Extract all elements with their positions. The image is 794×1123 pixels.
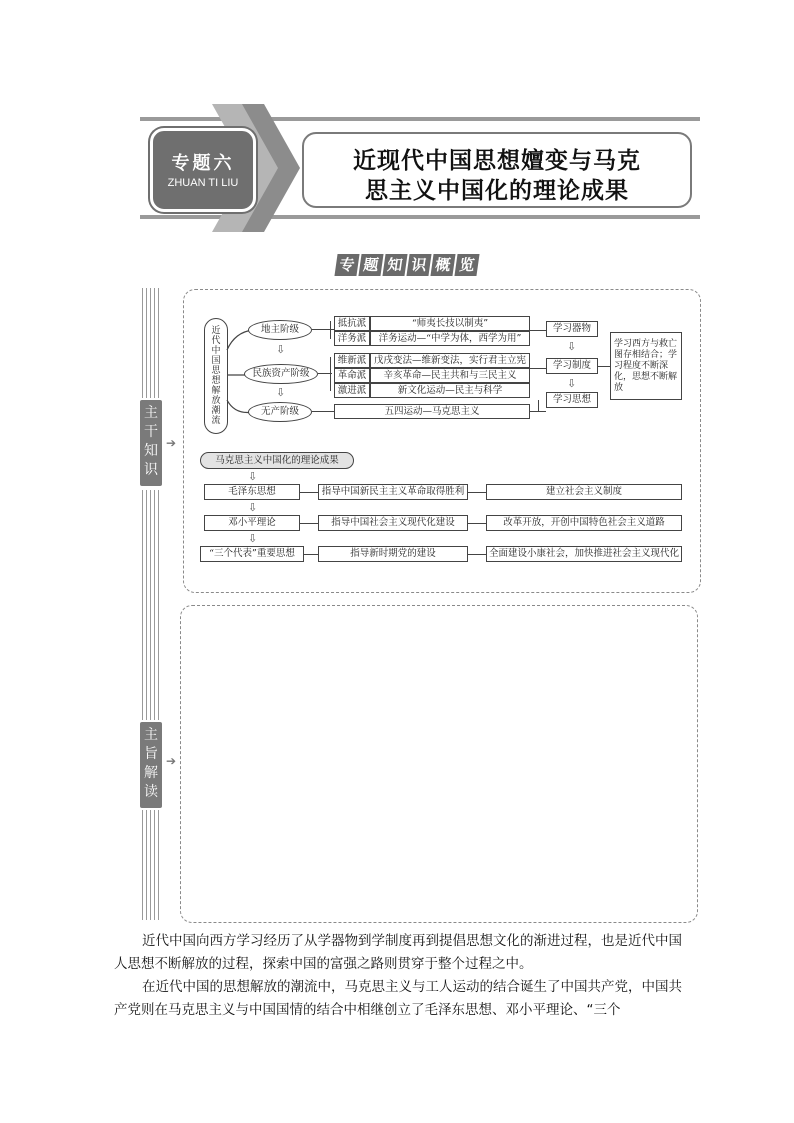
faction-name: 革命派 <box>334 368 370 383</box>
bracket-line <box>330 357 331 391</box>
arrow-down-icon: ⇩ <box>248 501 258 514</box>
side-dotted-bar <box>142 490 162 720</box>
theory-header: 马克思主义中国化的理论成果 <box>200 452 354 469</box>
stage-proletariat: 无产阶级 <box>248 402 312 422</box>
side-dotted-bar <box>142 810 162 920</box>
theory-three-represents: “三个代表”重要思想 <box>200 546 304 562</box>
faction-content: “师夷长技以制夷” <box>370 316 530 331</box>
faction-name: 维新派 <box>334 353 370 368</box>
connector <box>468 554 486 555</box>
arrow-right-icon: ➔ <box>166 754 177 768</box>
stage-landlord: 地主阶级 <box>248 320 312 340</box>
learning-thought: 学习思想 <box>546 392 598 408</box>
result-three-represents: 全面建设小康社会，加快推进社会主义现代化 <box>486 546 682 562</box>
side-label-main-idea: 主旨解读 <box>140 722 162 808</box>
arrow-right-icon: ➔ <box>166 436 177 450</box>
bracket-line <box>312 411 334 412</box>
connector <box>538 400 539 411</box>
connector <box>530 330 546 331</box>
stage-bourgeoisie: 民族资产阶级 <box>244 364 318 384</box>
side-dotted-bar <box>142 288 162 398</box>
connector <box>304 554 318 555</box>
topic-badge <box>150 128 256 212</box>
faction-name: 激进派 <box>334 383 370 398</box>
theory-deng: 邓小平理论 <box>204 515 300 531</box>
learning-objects: 学习器物 <box>546 321 598 337</box>
body-paragraph-2: 在近代中国的思想解放的潮流中，马克思主义与工人运动的结合诞生了中国共产党，中国共产党则在马克思主义与中国国情的结合中相继创立了毛泽东思想、邓小平理论、“三个 <box>114 979 682 1018</box>
side-label-main-knowledge: 主干知识 <box>140 400 162 486</box>
guide-three-represents: 指导新时期党的建设 <box>318 546 468 562</box>
connector <box>300 492 318 493</box>
faction-content: 辛亥革命—民主共和与三民主义 <box>370 368 530 383</box>
section-heading-char: 概 <box>430 254 455 276</box>
arrow-down-icon: ⇩ <box>567 340 577 353</box>
section-heading-char: 知 <box>382 254 407 276</box>
faction-name: 抵抗派 <box>334 316 370 331</box>
learning-systems: 学习制度 <box>546 358 598 374</box>
connector <box>468 523 486 524</box>
section-heading-char: 识 <box>406 254 431 276</box>
learning-summary: 学习西方与救亡图存相结合；学习程度不断深化，思想不断解放 <box>610 332 682 400</box>
faction-content: 洋务运动—“中学为体，西学为用” <box>370 331 530 346</box>
topic-title-line1: 近现代中国思想嬗变与马克 <box>353 148 641 174</box>
result-deng: 改革开放，开创中国特色社会主义道路 <box>486 515 682 531</box>
arrow-down-icon: ⇩ <box>276 343 286 356</box>
arrow-down-icon: ⇩ <box>567 377 577 390</box>
section-heading-char: 题 <box>358 254 383 276</box>
result-mao: 建立社会主义制度 <box>486 484 682 500</box>
connector <box>468 492 486 493</box>
main-idea-panel <box>180 605 698 923</box>
connector <box>530 411 546 412</box>
faction-content: 新文化运动—民主与科学 <box>370 383 530 398</box>
topic-badge-subtitle: ZHUAN TI LIU <box>167 177 239 189</box>
section-heading-char: 专 <box>334 254 359 276</box>
bracket-line <box>330 321 331 339</box>
arrow-down-icon: ⇩ <box>248 532 258 545</box>
topic-title-box <box>302 132 692 208</box>
proletariat-content: 五四运动—马克思主义 <box>334 404 530 419</box>
section-heading <box>336 254 478 276</box>
faction-content: 戊戌变法—维新变法，实行君主立宪 <box>370 353 530 368</box>
topic-title-line2: 思主义中国化的理论成果 <box>365 178 629 204</box>
body-paragraph-1: 近代中国向西方学习经历了从学器物到学制度再到提倡思想文化的渐进过程，也是近代中国人思想不断解放的过程，探索中国的富强之路则贯穿于整个过程之中。 <box>114 933 682 972</box>
topic-badge-title: 专题六 <box>171 153 235 174</box>
connector <box>598 366 610 367</box>
arrow-down-icon: ⇩ <box>276 386 286 399</box>
faction-name: 洋务派 <box>334 331 370 346</box>
theory-mao: 毛泽东思想 <box>204 484 300 500</box>
guide-deng: 指导中国社会主义现代化建设 <box>318 515 468 531</box>
connector <box>530 368 546 369</box>
root-oval: 近代中国思想解放潮流 <box>204 318 228 434</box>
connector <box>300 523 318 524</box>
arrow-down-icon: ⇩ <box>248 470 258 483</box>
guide-mao: 指导中国新民主主义革命取得胜利 <box>318 484 468 500</box>
section-heading-char: 览 <box>454 254 479 276</box>
